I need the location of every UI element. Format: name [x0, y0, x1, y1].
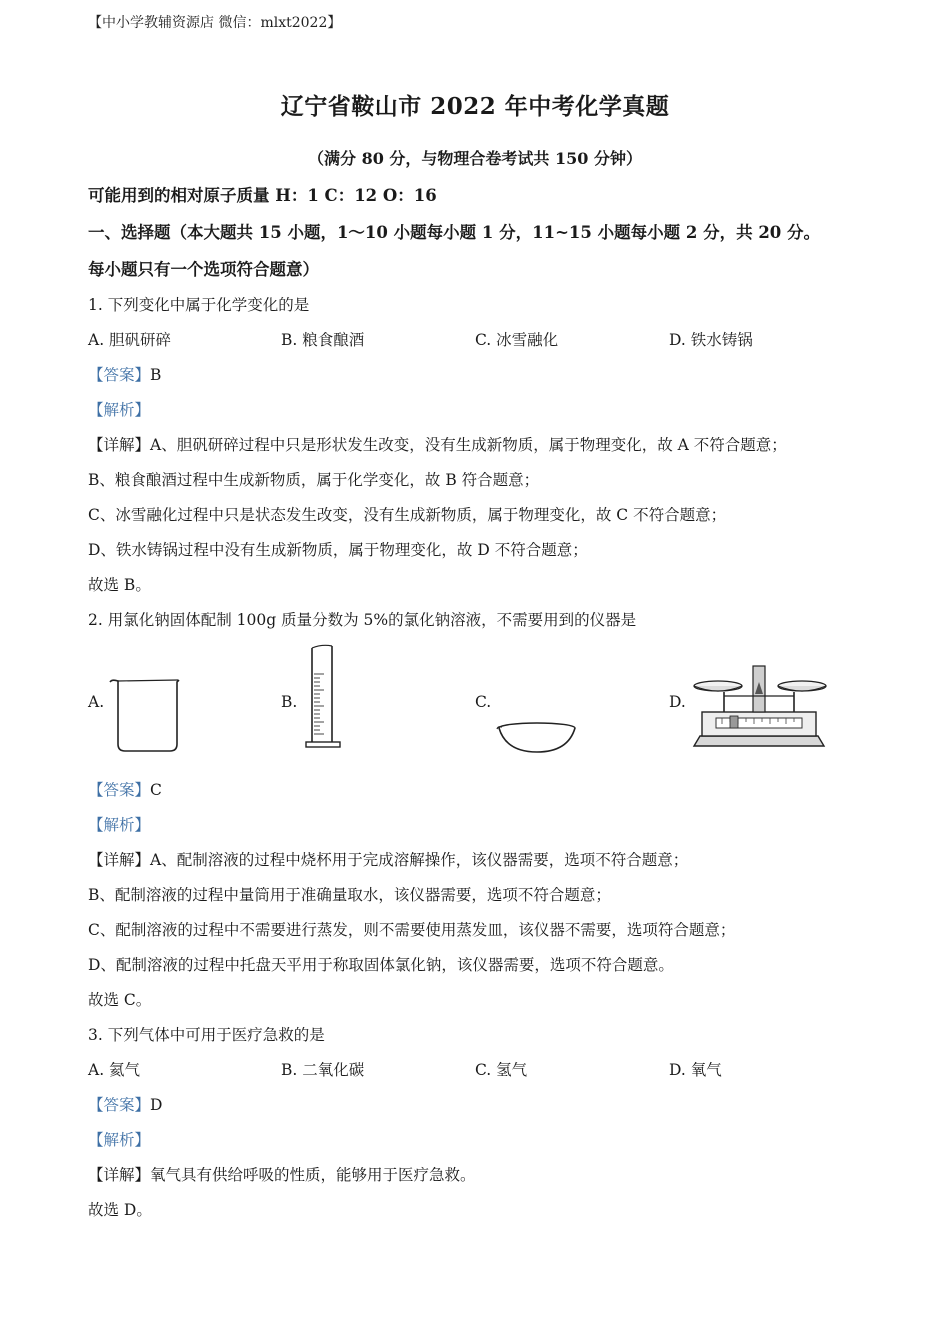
- answer-label: 【答案】: [88, 781, 151, 799]
- analysis-label: 【解析】: [88, 1131, 151, 1149]
- q3-option-d: D. 氧气: [669, 1061, 722, 1079]
- q2-option-b-letter: B.: [281, 693, 298, 711]
- q1-option-b: B. 粮食酿酒: [281, 331, 365, 349]
- q3-stem: 3. 下列气体中可用于医疗急救的是: [88, 1026, 325, 1044]
- q1-detail-3: C、冰雪融化过程中只是状态发生改变，没有生成新物质，属于物理变化，故 C 不符合题意；: [88, 506, 727, 524]
- q1-detail-1: [88, 433, 787, 455]
- q1-answer: [88, 363, 161, 385]
- answer-label: 【答案】: [88, 366, 151, 384]
- q2-stem: 2. 用氯化钠固体配制 100g 质量分数为 5%的氯化钠溶液，不需要用到的仪器是: [88, 611, 637, 629]
- q2-option-a-letter: A.: [88, 693, 105, 711]
- q3-option-a: A. 氦气: [88, 1061, 141, 1079]
- evaporating-dish-icon: [496, 718, 578, 756]
- analysis-label: 【解析】: [88, 816, 151, 834]
- section-heading-line2: 每小题只有一个选项符合题意）: [88, 260, 319, 279]
- q1-detail-4: D、铁水铸锅过程中没有生成新物质，属于物理变化，故 D 不符合题意；: [88, 541, 588, 559]
- q3-answer-value: D: [150, 1096, 163, 1114]
- beaker-icon: [108, 676, 182, 754]
- graduated-cylinder-icon: [302, 644, 344, 752]
- q1-option-c: C. 冰雪融化: [475, 331, 559, 349]
- q2-detail-1: [88, 848, 688, 870]
- detail-label: 【详解】: [88, 436, 151, 454]
- q2-option-d-letter: D.: [669, 693, 686, 711]
- q2-detail-text: A、配制溶液的过程中烧杯用于完成溶解操作，该仪器需要，选项不符合题意；: [150, 851, 689, 869]
- q2-detail-2: B、配制溶液的过程中量筒用于准确量取水，该仪器需要，选项不符合题意；: [88, 886, 611, 904]
- q3-answer: [88, 1093, 162, 1115]
- exam-subtitle: （满分 80 分，与物理合卷考试共 150 分钟）: [308, 149, 642, 168]
- q1-conclusion: 故选 B。: [88, 576, 151, 594]
- answer-label: 【答案】: [88, 1096, 151, 1114]
- q2-conclusion: 故选 C。: [88, 991, 152, 1009]
- q1-detail-2: B、粮食酿酒过程中生成新物质，属于化学变化，故 B 符合题意；: [88, 471, 540, 489]
- q2-option-c-letter: C.: [475, 693, 492, 711]
- q3-option-c: C. 氢气: [475, 1061, 528, 1079]
- q2-detail-3: C、配制溶液的过程中不需要进行蒸发，则不需要使用蒸发皿，该仪器不需要，选项符合题意；: [88, 921, 736, 939]
- q3-option-b: B. 二氧化碳: [281, 1061, 365, 1079]
- q3-detail-1: [88, 1163, 476, 1185]
- balance-scale-icon: [690, 660, 828, 756]
- q2-answer-value: C: [150, 781, 162, 799]
- q1-option-d: D. 铁水铸锅: [669, 331, 753, 349]
- q1-stem: 1. 下列变化中属于化学变化的是: [88, 296, 310, 314]
- atomic-mass-note: 可能用到的相对原子质量 H：1 C：12 O：16: [88, 186, 437, 205]
- section-heading-line1: 一、选择题（本大题共 15 小题，1～10 小题每小题 1 分，11~15 小题每小题 2 分，共 20 分。: [88, 223, 821, 242]
- q1-answer-value: B: [150, 366, 162, 384]
- detail-label: 【详解】: [88, 1166, 151, 1184]
- q2-answer: [88, 778, 162, 800]
- q1-analysis-label: [88, 398, 150, 420]
- q1-option-a: A. 胆矾研碎: [88, 331, 172, 349]
- q1-detail-text: A、胆矾研碎过程中只是形状发生改变，没有生成新物质，属于物理变化，故 A 不符合题意；: [150, 436, 787, 454]
- q3-detail-text: 氧气具有供给呼吸的性质，能够用于医疗急救。: [150, 1166, 476, 1184]
- q2-analysis-label: [88, 813, 150, 835]
- detail-label: 【详解】: [88, 851, 151, 869]
- header-note: 【中小学教辅资源店 微信：mlxt2022】: [88, 15, 342, 31]
- q2-detail-4: D、配制溶液的过程中托盘天平用于称取固体氯化钠，该仪器需要，选项不符合题意。: [88, 956, 674, 974]
- q3-analysis-label: [88, 1128, 150, 1150]
- analysis-label: 【解析】: [88, 401, 151, 419]
- page-title: 辽宁省鞍山市 2022 年中考化学真题: [280, 93, 670, 120]
- q3-conclusion: 故选 D。: [88, 1201, 152, 1219]
